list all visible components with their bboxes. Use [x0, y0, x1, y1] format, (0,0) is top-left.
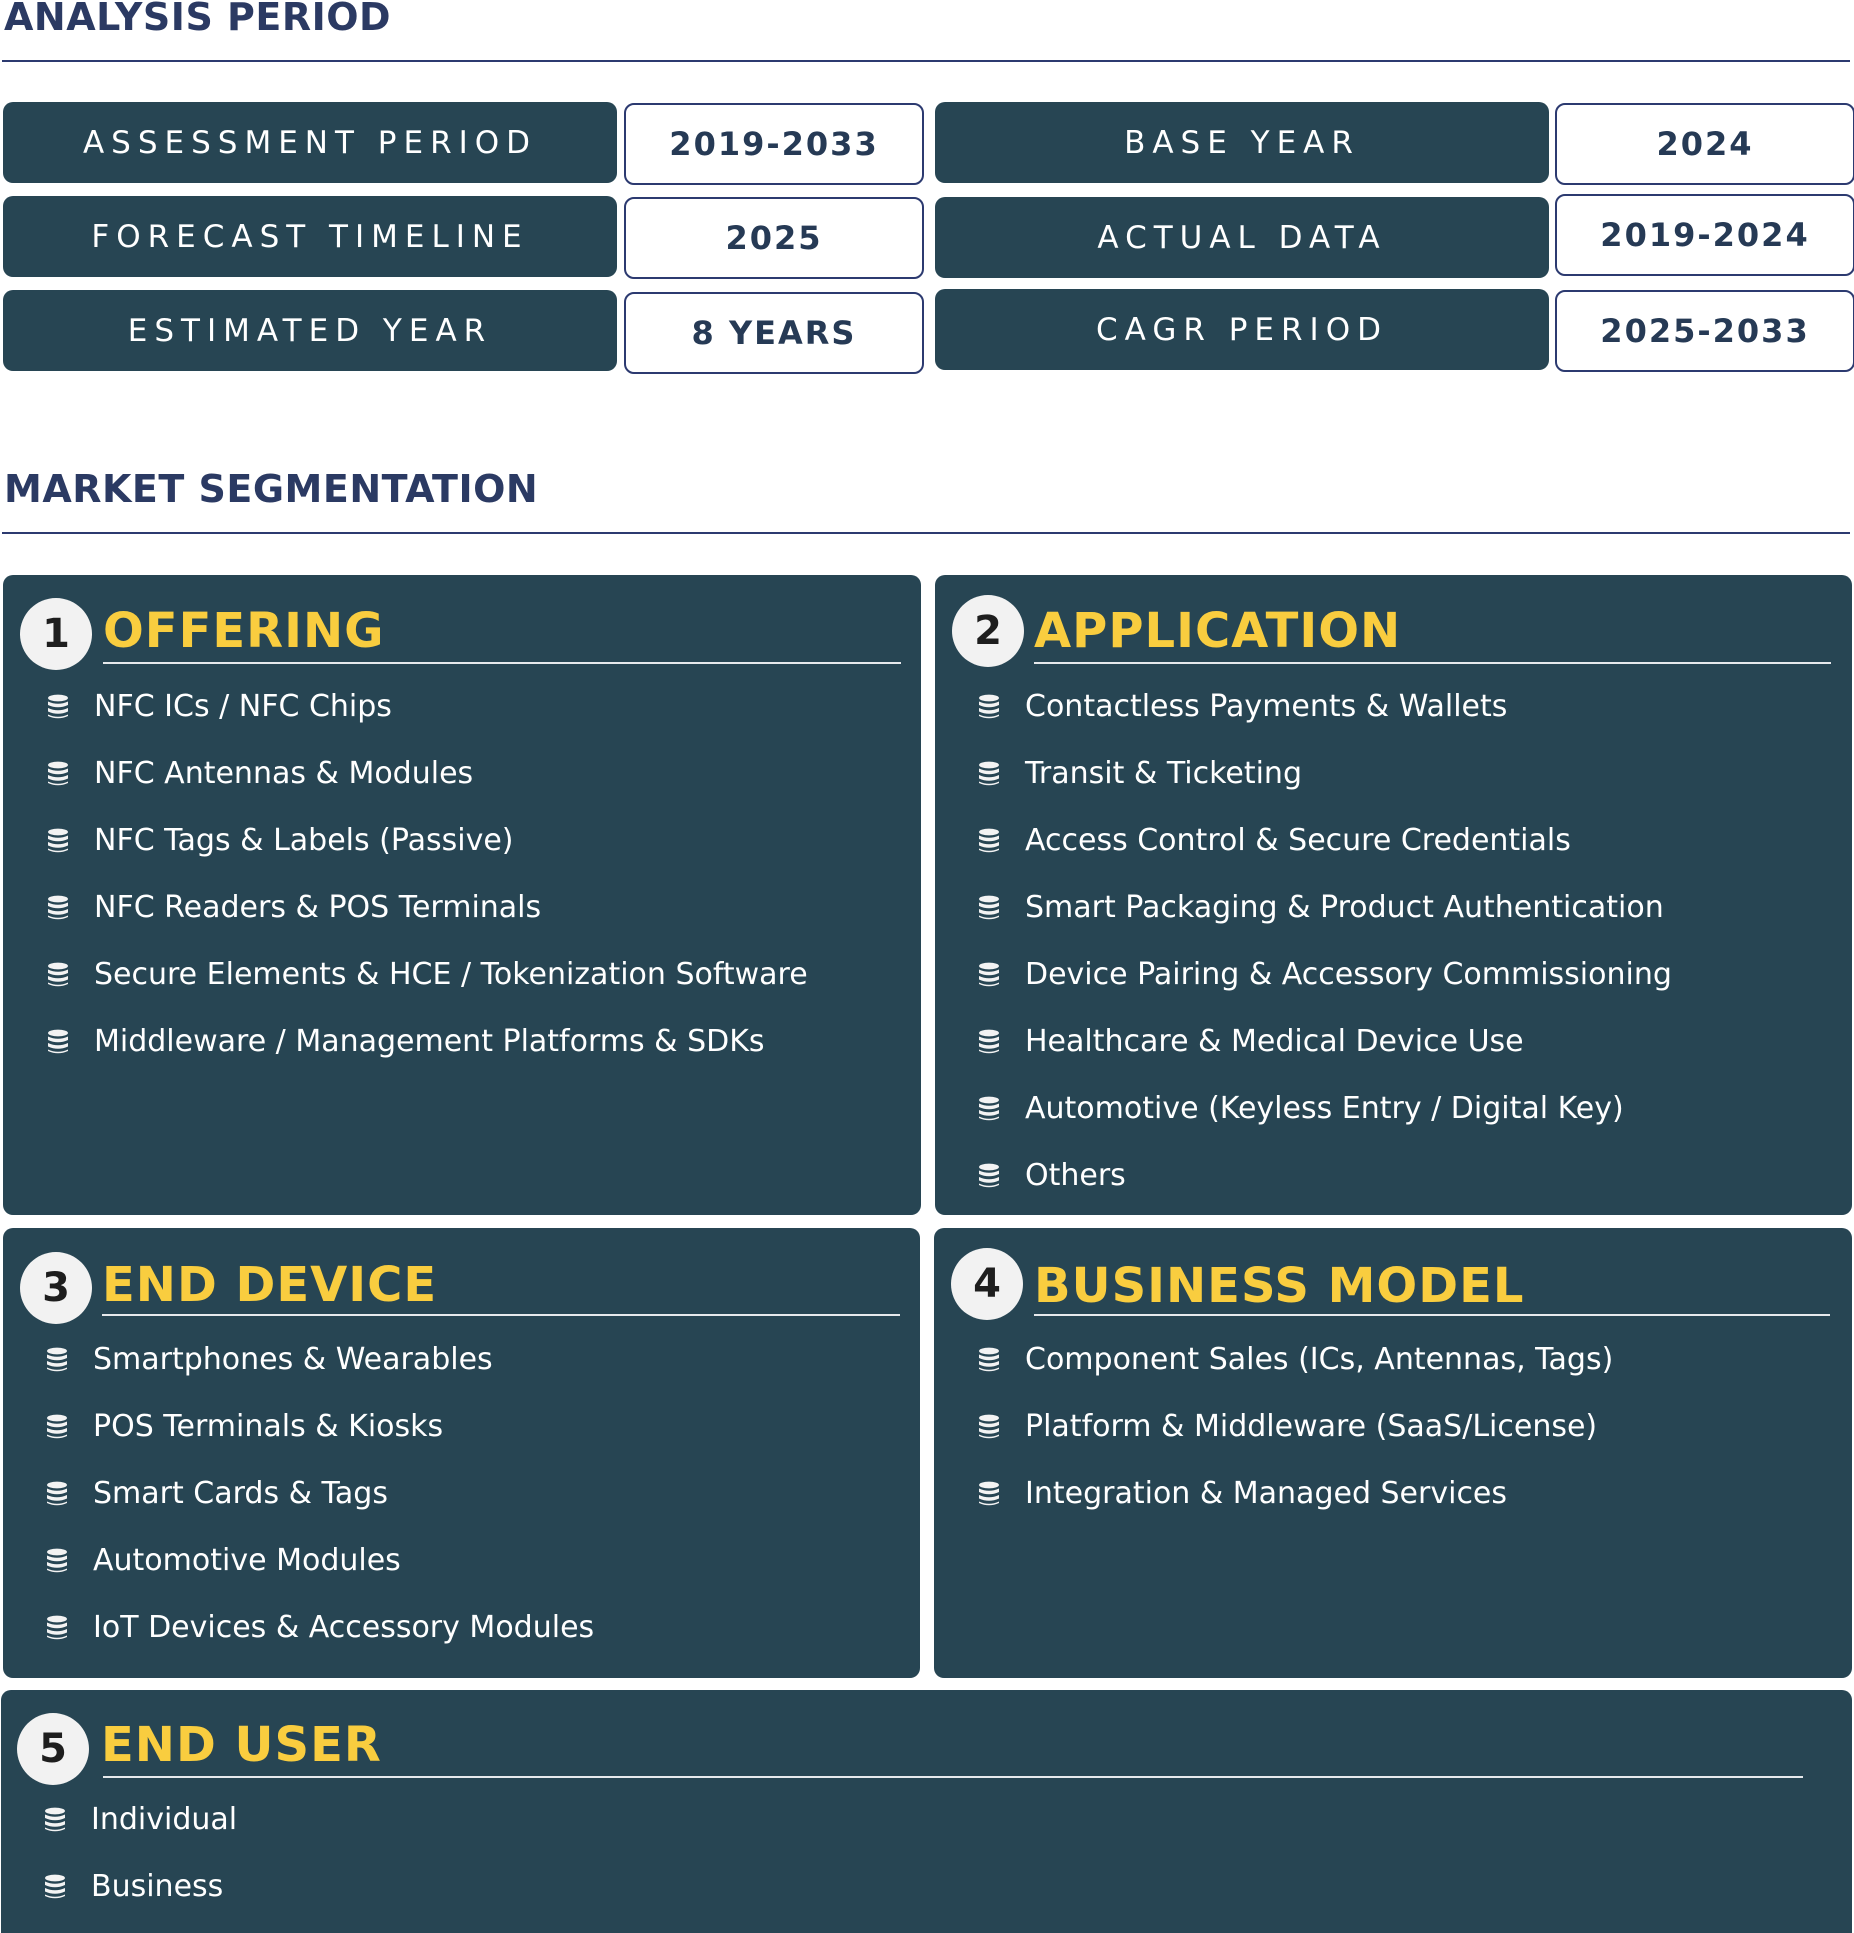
list-item-label: Business — [91, 1869, 224, 1904]
list-item — [36, 874, 808, 941]
list-item — [35, 1393, 594, 1460]
end-user-number-badge: 5 — [17, 1713, 89, 1785]
list-item — [35, 1594, 594, 1661]
list-item — [967, 740, 1672, 807]
cagr-period-label: CAGR PERIOD — [935, 289, 1549, 370]
application-number-badge: 2 — [952, 595, 1024, 667]
list-item — [967, 673, 1672, 740]
list-item — [967, 1393, 1613, 1460]
database-icon — [967, 694, 1011, 720]
offering-list — [36, 673, 808, 1075]
end-device-title-divider — [102, 1314, 900, 1316]
database-icon — [35, 1615, 79, 1641]
business-model-title: BUSINESS MODEL — [1034, 1258, 1525, 1314]
application-list — [967, 673, 1672, 1209]
list-item-label: Smart Packaging & Product Authentication — [1025, 890, 1664, 925]
list-item — [36, 941, 808, 1008]
list-item-label: Platform & Middleware (SaaS/License) — [1025, 1409, 1598, 1444]
offering-number-badge: 1 — [20, 598, 92, 670]
cagr-period-value: 2025-2033 — [1555, 290, 1854, 372]
database-icon — [36, 962, 80, 988]
analysis-title-divider — [2, 60, 1850, 62]
assessment-period-value: 2019-2033 — [624, 103, 924, 185]
list-item-label: Automotive (Keyless Entry / Digital Key) — [1025, 1091, 1624, 1126]
database-icon — [36, 761, 80, 787]
business-model-list — [967, 1326, 1613, 1527]
list-item — [35, 1326, 594, 1393]
end-device-panel — [3, 1228, 920, 1678]
list-item — [36, 740, 808, 807]
database-icon — [967, 828, 1011, 854]
list-item — [36, 807, 808, 874]
database-icon — [33, 1874, 77, 1900]
actual-data-label: ACTUAL DATA — [935, 197, 1549, 278]
end-device-list — [35, 1326, 594, 1661]
list-item — [967, 1326, 1613, 1393]
list-item-label: Middleware / Management Platforms & SDKs — [94, 1024, 765, 1059]
list-item — [967, 1075, 1672, 1142]
application-panel — [935, 575, 1852, 1215]
list-item-label: Automotive Modules — [93, 1543, 401, 1578]
database-icon — [967, 962, 1011, 988]
list-item-label: NFC Antennas & Modules — [94, 756, 474, 791]
list-item-label: Individual — [91, 1802, 238, 1837]
list-item-label: NFC Readers & POS Terminals — [94, 890, 542, 925]
end-user-title-divider — [103, 1776, 1803, 1778]
database-icon — [36, 1029, 80, 1055]
database-icon — [967, 1414, 1011, 1440]
offering-panel — [3, 575, 921, 1215]
list-item-label: Access Control & Secure Credentials — [1025, 823, 1571, 858]
list-item-label: Healthcare & Medical Device Use — [1025, 1024, 1524, 1059]
database-icon — [967, 1481, 1011, 1507]
list-item-label: Integration & Managed Services — [1025, 1476, 1508, 1511]
database-icon — [967, 761, 1011, 787]
business-model-number-badge: 4 — [951, 1248, 1023, 1320]
list-item — [967, 1142, 1672, 1209]
list-item — [33, 1853, 237, 1920]
list-item-label: Smartphones & Wearables — [93, 1342, 493, 1377]
forecast-timeline-value: 2025 — [624, 197, 924, 279]
list-item — [967, 1008, 1672, 1075]
list-item-label: Device Pairing & Accessory Commissioning — [1025, 957, 1672, 992]
database-icon — [33, 1807, 77, 1833]
end-user-title: END USER — [101, 1717, 382, 1773]
database-icon — [967, 1163, 1011, 1189]
list-item-label: Smart Cards & Tags — [93, 1476, 388, 1511]
list-item — [33, 1786, 237, 1853]
market-segmentation-title: MARKET SEGMENTATION — [4, 467, 539, 511]
base-year-label: BASE YEAR — [935, 102, 1549, 183]
list-item — [967, 807, 1672, 874]
database-icon — [967, 1347, 1011, 1373]
offering-title: OFFERING — [103, 603, 385, 659]
application-title-divider — [1034, 662, 1831, 664]
offering-title-divider — [103, 662, 901, 664]
list-item — [967, 874, 1672, 941]
forecast-timeline-label: FORECAST TIMELINE — [3, 196, 617, 277]
list-item — [36, 673, 808, 740]
database-icon — [36, 895, 80, 921]
analysis-period-title: ANALYSIS PERIOD — [4, 0, 392, 39]
list-item-label: NFC ICs / NFC Chips — [94, 689, 392, 724]
estimated-year-label: ESTIMATED YEAR — [3, 290, 617, 371]
database-icon — [967, 895, 1011, 921]
list-item — [35, 1460, 594, 1527]
business-model-title-divider — [1034, 1314, 1830, 1316]
database-icon — [967, 1096, 1011, 1122]
list-item-label: Component Sales (ICs, Antennas, Tags) — [1025, 1342, 1614, 1377]
business-model-panel — [934, 1228, 1852, 1678]
database-icon — [967, 1029, 1011, 1055]
list-item — [36, 1008, 808, 1075]
list-item-label: Contactless Payments & Wallets — [1025, 689, 1508, 724]
actual-data-value: 2019-2024 — [1555, 194, 1854, 276]
end-user-panel — [1, 1690, 1852, 1933]
list-item-label: POS Terminals & Kiosks — [93, 1409, 444, 1444]
database-icon — [36, 694, 80, 720]
base-year-value: 2024 — [1555, 103, 1854, 185]
application-title: APPLICATION — [1034, 603, 1402, 659]
list-item — [35, 1527, 594, 1594]
database-icon — [35, 1481, 79, 1507]
database-icon — [35, 1414, 79, 1440]
database-icon — [36, 828, 80, 854]
list-item — [967, 1460, 1613, 1527]
list-item-label: Others — [1025, 1158, 1126, 1193]
segmentation-title-divider — [2, 532, 1850, 534]
list-item-label: IoT Devices & Accessory Modules — [93, 1610, 595, 1645]
end-device-title: END DEVICE — [102, 1257, 438, 1313]
database-icon — [35, 1347, 79, 1373]
list-item — [967, 941, 1672, 1008]
end-user-list — [33, 1786, 237, 1920]
list-item-label: Transit & Ticketing — [1025, 756, 1302, 791]
assessment-period-label: ASSESSMENT PERIOD — [3, 102, 617, 183]
database-icon — [35, 1548, 79, 1574]
list-item-label: NFC Tags & Labels (Passive) — [94, 823, 514, 858]
end-device-number-badge: 3 — [20, 1252, 92, 1324]
list-item-label: Secure Elements & HCE / Tokenization Software — [94, 957, 808, 992]
estimated-year-value: 8 YEARS — [624, 292, 924, 374]
